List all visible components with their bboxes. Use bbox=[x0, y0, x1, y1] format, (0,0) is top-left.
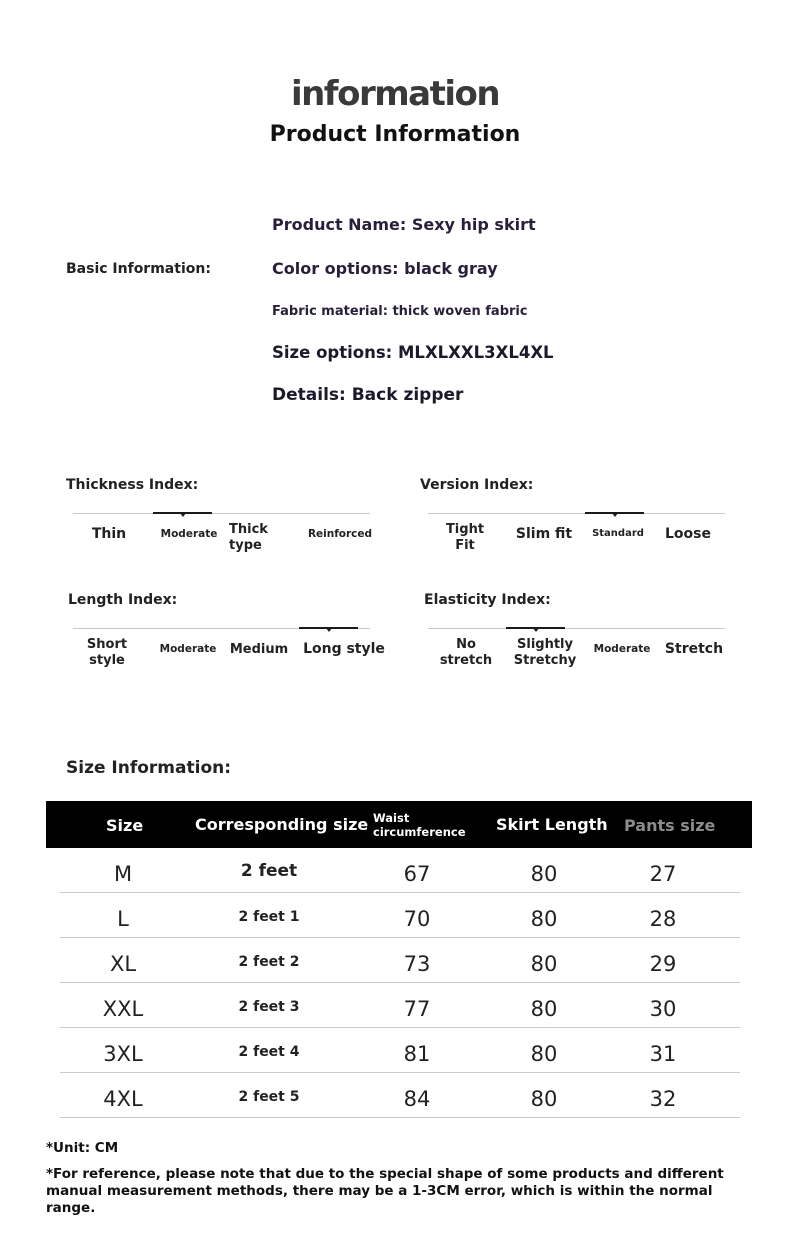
product-name: Product Name: Sexy hip skirt bbox=[272, 215, 536, 234]
cell-waist: 77 bbox=[403, 997, 431, 1021]
version-index-title: Version Index: bbox=[420, 477, 534, 493]
cell-waist: 67 bbox=[403, 862, 431, 886]
table-row bbox=[60, 938, 740, 983]
cell-waist: 70 bbox=[403, 907, 431, 931]
elasticity-index-title: Elasticity Index: bbox=[424, 592, 551, 608]
cell-skirt-length: 80 bbox=[530, 1087, 558, 1111]
cell-skirt-length: 80 bbox=[530, 1042, 558, 1066]
basic-info-label: Basic Information: bbox=[66, 261, 211, 277]
elasticity-option-slightly: Slightly Stretchy bbox=[513, 637, 577, 668]
cell-corresponding: 2 feet 2 bbox=[238, 954, 300, 970]
elasticity-option-stretch: Stretch bbox=[664, 641, 724, 657]
header-size: Size bbox=[106, 816, 144, 835]
unit-note: *Unit: CM bbox=[46, 1140, 119, 1156]
thickness-option-thin: Thin bbox=[91, 526, 127, 542]
cell-size: XL bbox=[109, 952, 137, 976]
header-skirt-length: Skirt Length bbox=[496, 815, 608, 834]
thickness-option-reinforced: Reinforced bbox=[307, 528, 373, 540]
elasticity-option-no-stretch: No stretch bbox=[439, 637, 493, 668]
cell-pants: 28 bbox=[649, 907, 677, 931]
size-info-title: Size Information: bbox=[66, 758, 232, 778]
fabric-material: Fabric material: thick woven fabric bbox=[272, 304, 528, 319]
cell-pants: 27 bbox=[649, 862, 677, 886]
thickness-scale bbox=[73, 513, 370, 514]
table-row bbox=[60, 848, 740, 893]
elasticity-option-moderate: Moderate bbox=[593, 643, 651, 655]
length-option-medium: Medium bbox=[229, 642, 289, 657]
length-option-short: Short style bbox=[86, 637, 128, 668]
cell-skirt-length: 80 bbox=[530, 862, 558, 886]
table-row bbox=[60, 1028, 740, 1073]
thickness-selected-marker bbox=[153, 512, 212, 514]
version-option-standard: Standard bbox=[592, 528, 644, 539]
cell-size: 4XL bbox=[103, 1087, 143, 1111]
cell-skirt-length: 80 bbox=[530, 952, 558, 976]
thickness-option-moderate: Moderate bbox=[160, 528, 218, 540]
cell-size: 3XL bbox=[103, 1042, 143, 1066]
length-option-moderate: Moderate bbox=[159, 643, 217, 655]
cell-skirt-length: 80 bbox=[530, 997, 558, 1021]
cell-skirt-length: 80 bbox=[530, 907, 558, 931]
size-options: Size options: MLXLXXL3XL4XL bbox=[272, 343, 554, 362]
cell-size: L bbox=[117, 907, 129, 931]
table-row bbox=[60, 893, 740, 938]
version-selected-marker bbox=[585, 512, 644, 514]
reference-note: *For reference, please note that due to the special shape of some products and different manual measurement methods, there may be a 1-3CM error, which is within the normal range. bbox=[46, 1166, 724, 1216]
length-scale bbox=[73, 628, 370, 629]
cell-pants: 32 bbox=[649, 1087, 677, 1111]
cell-corresponding: 2 feet bbox=[240, 861, 298, 881]
cell-corresponding: 2 feet 3 bbox=[238, 999, 300, 1015]
cell-pants: 31 bbox=[649, 1042, 677, 1066]
cell-corresponding: 2 feet 5 bbox=[238, 1089, 300, 1105]
cell-waist: 84 bbox=[403, 1087, 431, 1111]
thickness-index-title: Thickness Index: bbox=[66, 477, 199, 493]
details: Details: Back zipper bbox=[272, 385, 464, 405]
version-option-tight-fit: Tight Fit bbox=[445, 522, 485, 553]
table-row bbox=[60, 1073, 740, 1118]
cell-pants: 30 bbox=[649, 997, 677, 1021]
table-row bbox=[60, 983, 740, 1028]
cell-corresponding: 2 feet 1 bbox=[238, 909, 300, 925]
cell-corresponding: 2 feet 4 bbox=[238, 1044, 300, 1060]
color-options: Color options: black gray bbox=[272, 259, 498, 278]
version-scale bbox=[428, 513, 725, 514]
header-waist: Waist circumference bbox=[373, 811, 466, 839]
cell-size: XXL bbox=[102, 997, 144, 1021]
length-selected-marker bbox=[299, 627, 358, 629]
cell-waist: 73 bbox=[403, 952, 431, 976]
elasticity-scale bbox=[428, 628, 725, 629]
length-option-long: Long style bbox=[303, 641, 385, 657]
cell-pants: 29 bbox=[649, 952, 677, 976]
size-table-header bbox=[46, 801, 752, 848]
elasticity-selected-marker bbox=[506, 627, 565, 629]
header-corresponding: Corresponding size bbox=[195, 815, 369, 834]
page-title: information bbox=[290, 74, 500, 114]
version-option-slim-fit: Slim fit bbox=[515, 526, 573, 542]
page-subtitle: Product Information bbox=[269, 122, 521, 147]
cell-waist: 81 bbox=[403, 1042, 431, 1066]
header-pants-size: Pants size bbox=[624, 816, 716, 835]
length-index-title: Length Index: bbox=[68, 592, 178, 608]
cell-size: M bbox=[113, 862, 133, 886]
version-option-loose: Loose bbox=[665, 526, 711, 542]
thickness-option-thick: Thick type bbox=[229, 522, 268, 553]
